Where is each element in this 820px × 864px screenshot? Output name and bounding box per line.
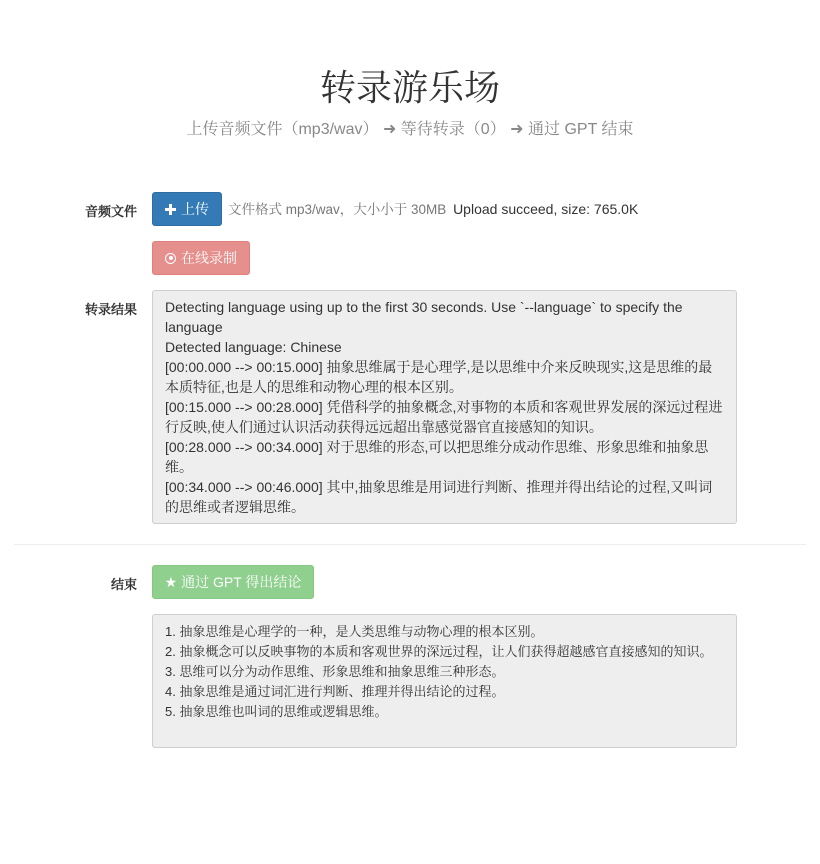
conclusion-line: 3. 思维可以分为动作思维、形象思维和抽象思维三种形态。 (165, 664, 505, 679)
page-title: 转录游乐场 (319, 67, 500, 108)
transcript-line: [00:34.000 --> 00:46.000] 其中,抽象思维是用词进行判断、推理并得出结论的过程,又叫词的思维或者逻辑思维。 (165, 479, 713, 515)
conclusion-line: 2. 抽象概念可以反映事物的本质和客观世界的深远过程，让人们获得超越感官直接感知的知识。 (165, 644, 713, 659)
section-divider (14, 544, 806, 545)
conclusion-line: 5. 抽象思维也叫词的思维或逻辑思维。 (165, 704, 388, 719)
transcript-line: [00:15.000 --> 00:28.000] 凭借科学的抽象概念,对事物的本质和客观世界发展的深远过程进行反映,使人们通过认识活动获得远远超出靠感觉器官直接感知的知识。 (165, 399, 723, 435)
transcript-output (152, 290, 737, 524)
step-gpt: ➜ 通过 GPT 结束 (510, 121, 634, 138)
gpt-conclude-button[interactable] (152, 565, 314, 599)
workflow-steps (0, 119, 820, 141)
record-online-button[interactable] (152, 241, 250, 275)
upload-button-label: 上传 (181, 201, 209, 217)
record-circle-icon (165, 253, 176, 264)
transcript-line: [00:28.000 --> 00:34.000] 对于思维的形态,可以把思维分成动作思维、形象思维和抽象思维。 (165, 439, 709, 475)
step-transcribe: ➜ 等待转录（0） (382, 121, 506, 138)
upload-info (228, 200, 638, 219)
transcript-line: Detected language: Chinese (165, 339, 342, 355)
transcript-line: Detecting language using up to the first 30 seconds. Use `--language` to specify the language (165, 299, 683, 335)
conclusion-line: 4. 抽象思维是通过词汇进行判断、推理并得出结论的过程。 (165, 684, 505, 699)
audio-file-label: 音频文件 (84, 204, 137, 219)
conclusion-line: 1. 抽象思维是心理学的一种，是人类思维与动物心理的根本区别。 (165, 624, 544, 639)
transcript-label: 转录结果 (84, 302, 137, 317)
file-format-hint: 文件格式 mp3/wav，大小小于 30MB (228, 202, 447, 217)
gpt-button-label: 通过 GPT 得出结论 (181, 574, 302, 590)
conclusion-label: 结束 (110, 577, 137, 592)
transcript-line: [00:00.000 --> 00:15.000] 抽象思维属于是心理学,是以思维中介来反映现实,这是思维的最本质特征,也是人的思维和动物心理的根本区别。 (165, 359, 713, 395)
star-icon: ★ (164, 573, 178, 590)
conclusion-output (152, 614, 737, 748)
upload-status: Upload succeed, size: 765.0K (453, 201, 639, 217)
step-upload: 上传音频文件（mp3/wav） (186, 121, 379, 138)
record-button-label: 在线录制 (181, 250, 237, 266)
plus-icon (165, 204, 176, 215)
upload-button[interactable] (152, 192, 222, 226)
